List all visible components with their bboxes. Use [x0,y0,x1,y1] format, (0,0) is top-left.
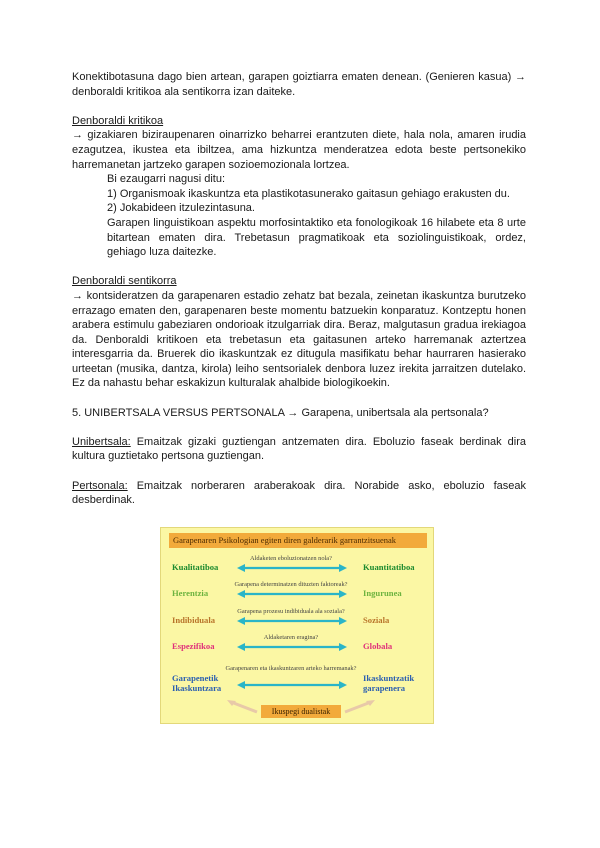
row-question: Aldaketen eboluzionatzen nola? [250,555,332,562]
questions-figure [160,527,434,724]
document-body [72,70,526,508]
double-arrow-icon [237,643,347,651]
unibertsala-label: Unibertsala: [72,435,131,448]
kritikoa-features-intro: Bi ezaugarri nagusi ditu: [107,173,226,186]
row-question: Garapenaren eta ikaskuntzaren arteko harremanak? [225,665,357,672]
row-right-label: Kuantitatiboa [363,562,415,572]
double-arrow-icon [237,564,347,572]
figure-row [161,581,435,605]
sentikorra-heading: Denboraldi sentikorra [72,275,177,288]
row-left-label: Espezifikoa [172,641,215,651]
row-right-label: Ingurunea [363,588,402,598]
kritikoa-feature-1: 1) Organismoak ikaskuntza eta plastikotasunerako gaitasun gehiago erakusten du. [107,187,510,200]
pertsonala-paragraph [72,479,526,508]
figure-row [161,665,435,701]
diagonal-arrow-right-icon [341,700,375,714]
row-left-label: Indibiduala [172,615,215,625]
dualist-views-label: Ikuspegi dualistak [261,705,341,718]
row-right-label: Ikaskuntzatik garapenera [363,673,415,693]
row-right-label: Soziala [363,615,390,625]
kritikoa-body: → gizakiaren biziraupenaren oinarrizko beharrei erantzuten diete, hala nola, amaren irudia ezagutzea, ikustea eta ibiltzea, ama hizkuntza menderatzea edota beste pertsonekiko harremanetan jartzeko garapen sozioemozionala lortzea. [72,129,526,171]
unibertsala-paragraph [72,435,526,464]
kritikoa-heading: Denboraldi kritikoa [72,114,164,127]
row-right-label: Globala [363,641,393,651]
kritikoa-feature-2: 2) Jokabideen itzulezintasuna. [107,202,255,215]
unibertsala-text: Emaitzak gizaki guztiengan antzematen dira. Eboluzio faseak berdinak dira kultura guztietako pertsona guztiengan. [72,435,526,463]
kritikoa-note: Garapen linguistikoan aspektu morfosintaktiko eta fonologikoak 16 hilabete eta 8 urte bitartean ematen dira. Trebetasun pragmatikoak eta soziolinguistikoak, ordez, gehiago luza daitezke. [107,216,526,259]
row-left-label: Garapenetik Ikaskuntzara [172,673,222,693]
row-question: Aldaketaren eragina? [263,634,319,641]
row-left-label: Herentzia [172,588,209,598]
pertsonala-text: Emaitzak norberaren araberakoak dira. Norabide asko, eboluzio faseak desberdinak. [72,479,526,507]
diagonal-arrow-left-icon [227,700,261,714]
row-question: Garapena prozesu indibiduala ala soziala? [237,608,345,615]
intro-paragraph: Konektibotasuna dago bien artean, garapen goiztiarra ematen denean. (Genieren kasua) → denboraldi kritikoa ala sentikorra izan daiteke. [72,71,526,98]
row-question: Garapena determinatzen dituzten faktoreak? [234,581,348,588]
figure-row [161,555,435,579]
figure-title: Garapenaren Psikologian egiten diren galderarik garrantzitsuenak [169,533,427,548]
section-5-heading: 5. UNIBERTSALA VERSUS PERTSONALA → Garapena, unibertsala ala pertsonala? [72,406,489,419]
figure-row [161,608,435,632]
row-left-label: Kualitatiboa [172,562,219,572]
double-arrow-icon [237,681,347,689]
pertsonala-label: Pertsonala: [72,479,128,492]
double-arrow-icon [237,617,347,625]
figure-row [161,634,435,658]
sentikorra-body: → kontsideratzen da garapenaren estadio zehatz bat bezala, zeinetan ikaskuntza burutzeko errazago ematen den, garapenaren beste momentu batzuekin konparatuz. Kontzeptu honen arabera estimulu gabeziaren ondorioak itzulgarriak dira. Beraz, malgutasun gradua irekiagoa da. Denboraldi kritikoen eta trebetasun eta gaitasunen arteko harremanak aztertzea interesgarria da. Bruerek dio ikaskuntzak ez ditugula masifikatu behar haurraren hasierako urteetan (musika, dantza, kirola) leiho sentsorialek denbora luzez irekita jarraitzen dutelako. Ez da nahastu behar eskakizun kulturalak ahalbide biologikoekin. [72,289,526,390]
double-arrow-icon [237,590,347,598]
